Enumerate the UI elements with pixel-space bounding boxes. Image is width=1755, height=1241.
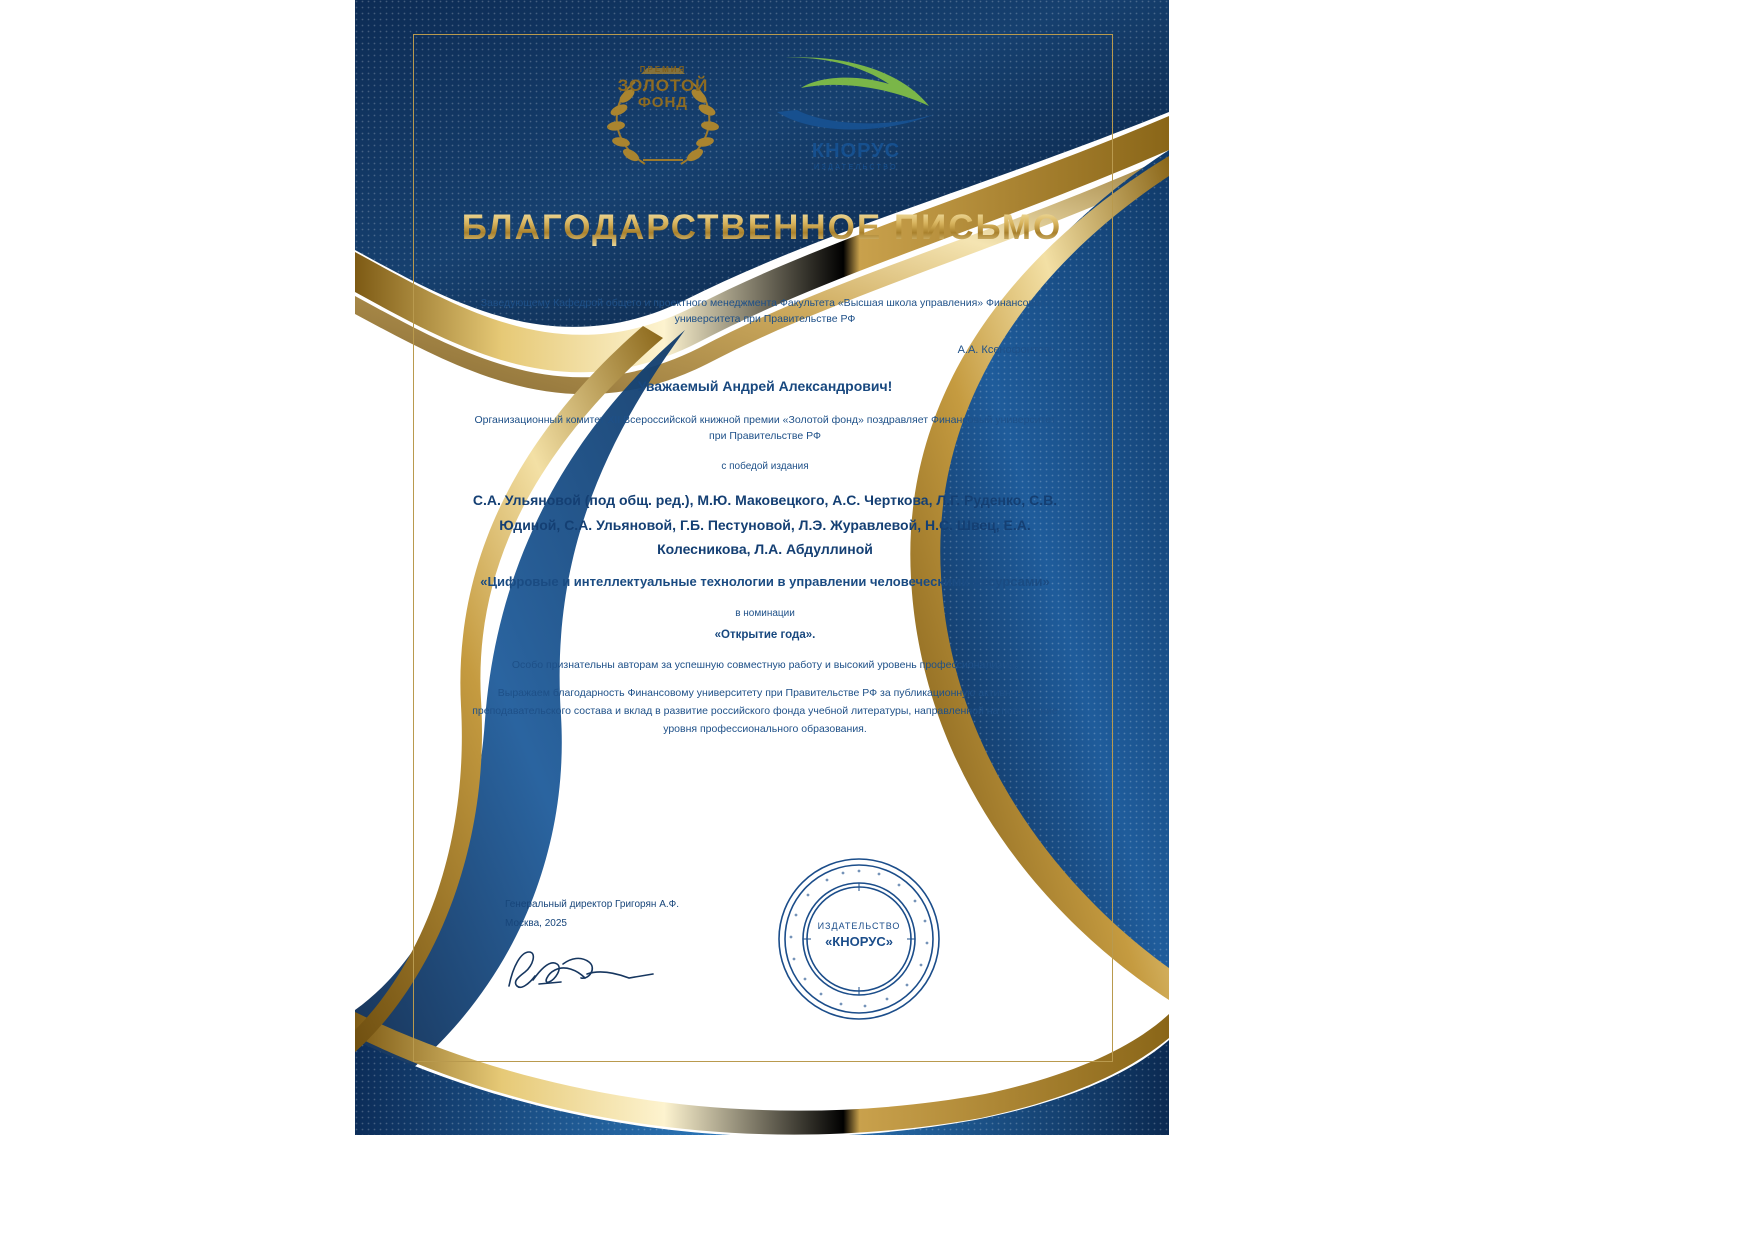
handwritten-signature-icon bbox=[503, 940, 663, 1000]
closing-paragraph-1: Особо признательны авторам за успешную совместную работу и высокий уровень профессионализма. bbox=[511, 659, 1019, 672]
gold-fund-fond-label: ФОНД bbox=[638, 94, 688, 112]
document-body bbox=[465, 295, 1065, 739]
stamp-line-2: «КНОРУС» bbox=[825, 934, 893, 949]
addressee-name: А.А. Ксенофонтову bbox=[957, 343, 1055, 356]
with-victory-text: с победой издания bbox=[721, 461, 809, 473]
gold-fund-premia-label: ПРЕМИЯ bbox=[639, 65, 687, 74]
salutation-text: Уважаемый Андрей Александрович! bbox=[637, 377, 893, 394]
closing-paragraph-2: Выражаем благодарность Финансовому университету при Правительстве РФ за публикационную активность преподавательского состава и вклад в развитие российского фонда учебной литературы, направленной на повышение уровня профессионального образования. bbox=[472, 687, 1058, 735]
knorus-subtitle-label: ИЗДАТЕЛЬСТВО bbox=[814, 164, 898, 171]
page-title: БЛАГОДАРСТВЕННОЕ ПИСЬМО bbox=[355, 208, 1169, 248]
publisher-stamp bbox=[775, 855, 943, 1023]
nomination-value: «Открытие года». bbox=[714, 629, 816, 642]
signatory-name: Генеральный директор Григорян А.Ф. bbox=[505, 899, 680, 910]
stamp-line-1: ИЗДАТЕЛЬСТВО bbox=[817, 921, 901, 931]
knorus-publisher-logo bbox=[771, 48, 941, 188]
certificate-document bbox=[355, 0, 1169, 1135]
work-title: «Цифровые и интеллектуальные технологии в управлении человеческими ресурсами» bbox=[480, 573, 1050, 589]
gold-fund-award-logo bbox=[583, 48, 743, 188]
logo-row bbox=[355, 48, 1169, 198]
gold-fund-gold-label: ЗОЛОТОЙ bbox=[617, 76, 709, 96]
nomination-label: в номинации bbox=[735, 608, 795, 620]
signature-place-date: Москва, 2025 bbox=[505, 918, 567, 929]
addressee-text: Заведующему Кафедрой общего и проектного менеджмента Факультета «Высшая школа управления» Финансового университета при Правительстве РФ bbox=[480, 297, 1050, 326]
committee-text: Организационный комитет XII Всероссийской книжной премии «Золотой фонд» поздравляет Финансовый университет при Правительстве РФ bbox=[474, 413, 1056, 443]
knorus-name-label: КНОРУС bbox=[811, 140, 901, 162]
authors-list: С.А. Ульяновой (под общ. ред.), М.Ю. Маковецкого, А.С. Черткова, Л.Г. Руденко, С.В. Юдиной, С.А. Ульяновой, Г.Б. Пестуновой, Л.Э. Журавлевой, Н.С. Швец, Е.А. Колесникова, Л.А. Абдуллиной bbox=[472, 492, 1058, 558]
knorus-swoosh-icon bbox=[771, 48, 941, 143]
